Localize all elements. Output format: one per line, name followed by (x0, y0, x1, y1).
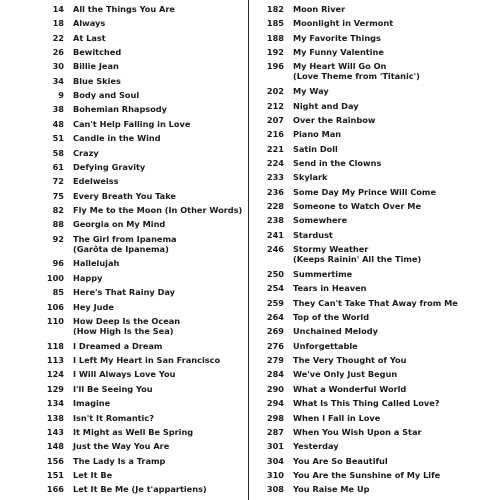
page-number: 224 (266, 158, 284, 168)
song-title: Somewhere (293, 215, 348, 226)
page-number: 148 (46, 441, 64, 452)
page-number: 185 (266, 18, 284, 29)
page-number: 182 (266, 4, 284, 14)
page-number: 284 (266, 369, 284, 380)
page-number: 96 (52, 258, 64, 269)
page-number: 236 (266, 186, 284, 197)
song-title: Imagine (73, 398, 111, 409)
page-number: 34 (52, 75, 64, 86)
page-number: 72 (52, 176, 64, 187)
page-number: 241 (266, 229, 284, 240)
page-number: 279 (266, 355, 284, 366)
song-title: Night and Day (293, 100, 359, 111)
page-number: 110 (46, 315, 64, 326)
song-title: I Dreamed a Dream (73, 340, 163, 351)
page-number: 259 (266, 297, 284, 308)
page-number: 192 (266, 47, 284, 58)
song-title: Some Day My Prince Will Come (293, 186, 436, 197)
song-subtitle: (Love Theme from 'Titanic') (293, 71, 420, 82)
page-number: 88 (52, 219, 64, 230)
song-title: Georgia on My Mind (73, 219, 166, 230)
toc-column-right (258, 0, 488, 500)
page-number: 138 (46, 412, 64, 423)
song-title: The Very Thought of You (293, 355, 407, 366)
song-title: Here's That Rainy Day (73, 287, 175, 298)
song-title: At Last (73, 32, 106, 43)
page-number: 9 (58, 90, 64, 101)
page-number: 228 (266, 201, 284, 211)
song-title: Stardust (293, 229, 333, 240)
song-title: Isn't It Romantic? (73, 412, 154, 423)
song-title: I Will Always Love You (73, 369, 176, 380)
song-title: The Girl from Ipanema (73, 233, 177, 244)
page-number: 22 (52, 32, 64, 43)
song-subtitle: (How High Is the Sea) (73, 325, 174, 336)
song-title: Just the Way You Are (73, 441, 170, 452)
song-title: Bohemian Rhapsody (73, 104, 168, 115)
page-number: 156 (46, 455, 64, 466)
page-number: 196 (266, 61, 284, 72)
song-title: Billie Jean (73, 61, 119, 72)
song-title: The Lady Is a Tramp (73, 455, 166, 466)
page-number: 118 (46, 340, 64, 351)
song-title: What a Wonderful World (293, 383, 407, 394)
song-title: Send in the Clowns (293, 158, 382, 168)
song-title: Piano Man (293, 129, 342, 140)
song-title: Let It Be (73, 469, 113, 480)
page-number: 51 (52, 133, 64, 144)
page-number: 298 (266, 412, 284, 423)
song-title: When I Fall in Love (293, 412, 381, 423)
page-number: 18 (52, 18, 64, 29)
song-title: When You Wish Upon a Star (293, 426, 422, 437)
song-title: Candle in the Wind (73, 133, 161, 144)
song-title: Hallelujah (73, 258, 120, 269)
page-number: 246 (266, 244, 284, 255)
song-title: Skylark (293, 172, 328, 183)
song-subtitle: (Garôta de Ipanema) (73, 243, 169, 254)
song-title: Bewitched (73, 47, 122, 58)
song-title: You Are So Beautiful (293, 455, 388, 466)
page-number: 92 (52, 233, 64, 244)
song-title: Defying Gravity (73, 161, 146, 172)
page-number: 216 (266, 129, 284, 140)
song-title: Can't Help Falling in Love (73, 118, 191, 129)
song-title: Always (73, 18, 106, 29)
page-number: 308 (266, 484, 284, 495)
song-title: Blue Skies (73, 75, 121, 86)
song-title: Unchained Melody (293, 326, 378, 337)
page-number: 14 (52, 4, 64, 14)
page-number: 188 (266, 32, 284, 43)
song-title: Moon River (293, 4, 346, 14)
page-number: 276 (266, 340, 284, 351)
page-number: 250 (266, 268, 284, 279)
page-number: 143 (46, 426, 64, 437)
song-title: Let It Be Me (Je t'appartiens) (73, 484, 207, 495)
page-number: 254 (266, 283, 284, 294)
page-number: 166 (46, 484, 64, 495)
page-number: 134 (46, 398, 64, 409)
song-title: It Might as Well Be Spring (73, 426, 194, 437)
page-number: 264 (266, 312, 284, 322)
song-subtitle: (Keeps Rainin' All the Time) (293, 254, 422, 265)
page-number: 221 (266, 143, 284, 154)
toc-column-left (38, 0, 268, 500)
song-title: All the Things You Are (73, 4, 175, 14)
page-number: 202 (266, 86, 284, 97)
page-number: 124 (46, 369, 64, 380)
song-title: My Funny Valentine (293, 47, 384, 58)
song-title: Every Breath You Take (73, 190, 176, 201)
page-number: 310 (266, 469, 284, 480)
page-number: 269 (266, 326, 284, 337)
page-number: 287 (266, 426, 284, 437)
page-number: 212 (266, 100, 284, 111)
column-divider (248, 0, 249, 500)
page-number: 304 (266, 455, 284, 466)
song-title: Stormy Weather (293, 244, 369, 255)
page-number: 48 (52, 118, 64, 129)
song-title: Hey Jude (73, 301, 114, 312)
song-title: Summertime (293, 268, 353, 279)
song-title: Satin Doll (293, 143, 338, 154)
song-title: You Raise Me Up (293, 484, 370, 495)
page-number: 301 (266, 441, 284, 452)
page-number: 151 (46, 469, 64, 480)
page-number: 38 (52, 104, 64, 115)
page-number: 238 (266, 215, 284, 226)
song-title: What Is This Thing Called Love? (293, 398, 440, 409)
page-number: 129 (46, 383, 64, 394)
song-title: My Heart Will Go On (293, 61, 387, 72)
page-number: 82 (52, 204, 64, 215)
song-title: Fly Me to the Moon (In Other Words) (73, 204, 243, 215)
song-title: Over the Rainbow (293, 114, 376, 125)
song-title: I'll Be Seeing You (73, 383, 153, 394)
page-number: 100 (46, 272, 64, 283)
song-title: Someone to Watch Over Me (293, 201, 422, 211)
song-title: Edelweiss (73, 176, 119, 187)
page-number: 233 (266, 172, 284, 183)
page-number: 26 (52, 47, 64, 58)
song-title: Top of the World (293, 312, 370, 322)
song-title: Crazy (73, 147, 99, 158)
page-number: 106 (46, 301, 64, 312)
page-number: 58 (52, 147, 64, 158)
page-number: 290 (266, 383, 284, 394)
song-title: Body and Soul (73, 90, 140, 101)
song-title: We've Only Just Begun (293, 369, 398, 380)
song-title: Moonlight in Vermont (293, 18, 394, 29)
page-number: 113 (46, 355, 64, 366)
song-title: Tears in Heaven (293, 283, 367, 294)
song-title: I Left My Heart in San Francisco (73, 355, 221, 366)
page-number: 30 (52, 61, 64, 72)
page-number: 207 (266, 114, 284, 125)
song-title: They Can't Take That Away from Me (293, 297, 458, 308)
page-number: 294 (266, 398, 284, 409)
song-title: How Deep Is the Ocean (73, 315, 181, 326)
song-title: Unforgettable (293, 340, 358, 351)
song-title: Yesterday (293, 441, 339, 452)
page-number: 75 (52, 190, 64, 201)
song-title: My Favorite Things (293, 32, 381, 43)
song-title: You Are the Sunshine of My Life (293, 469, 441, 480)
song-title: Happy (73, 272, 103, 283)
page-number: 61 (52, 161, 64, 172)
page-number: 85 (52, 287, 64, 298)
song-title: My Way (293, 86, 329, 97)
